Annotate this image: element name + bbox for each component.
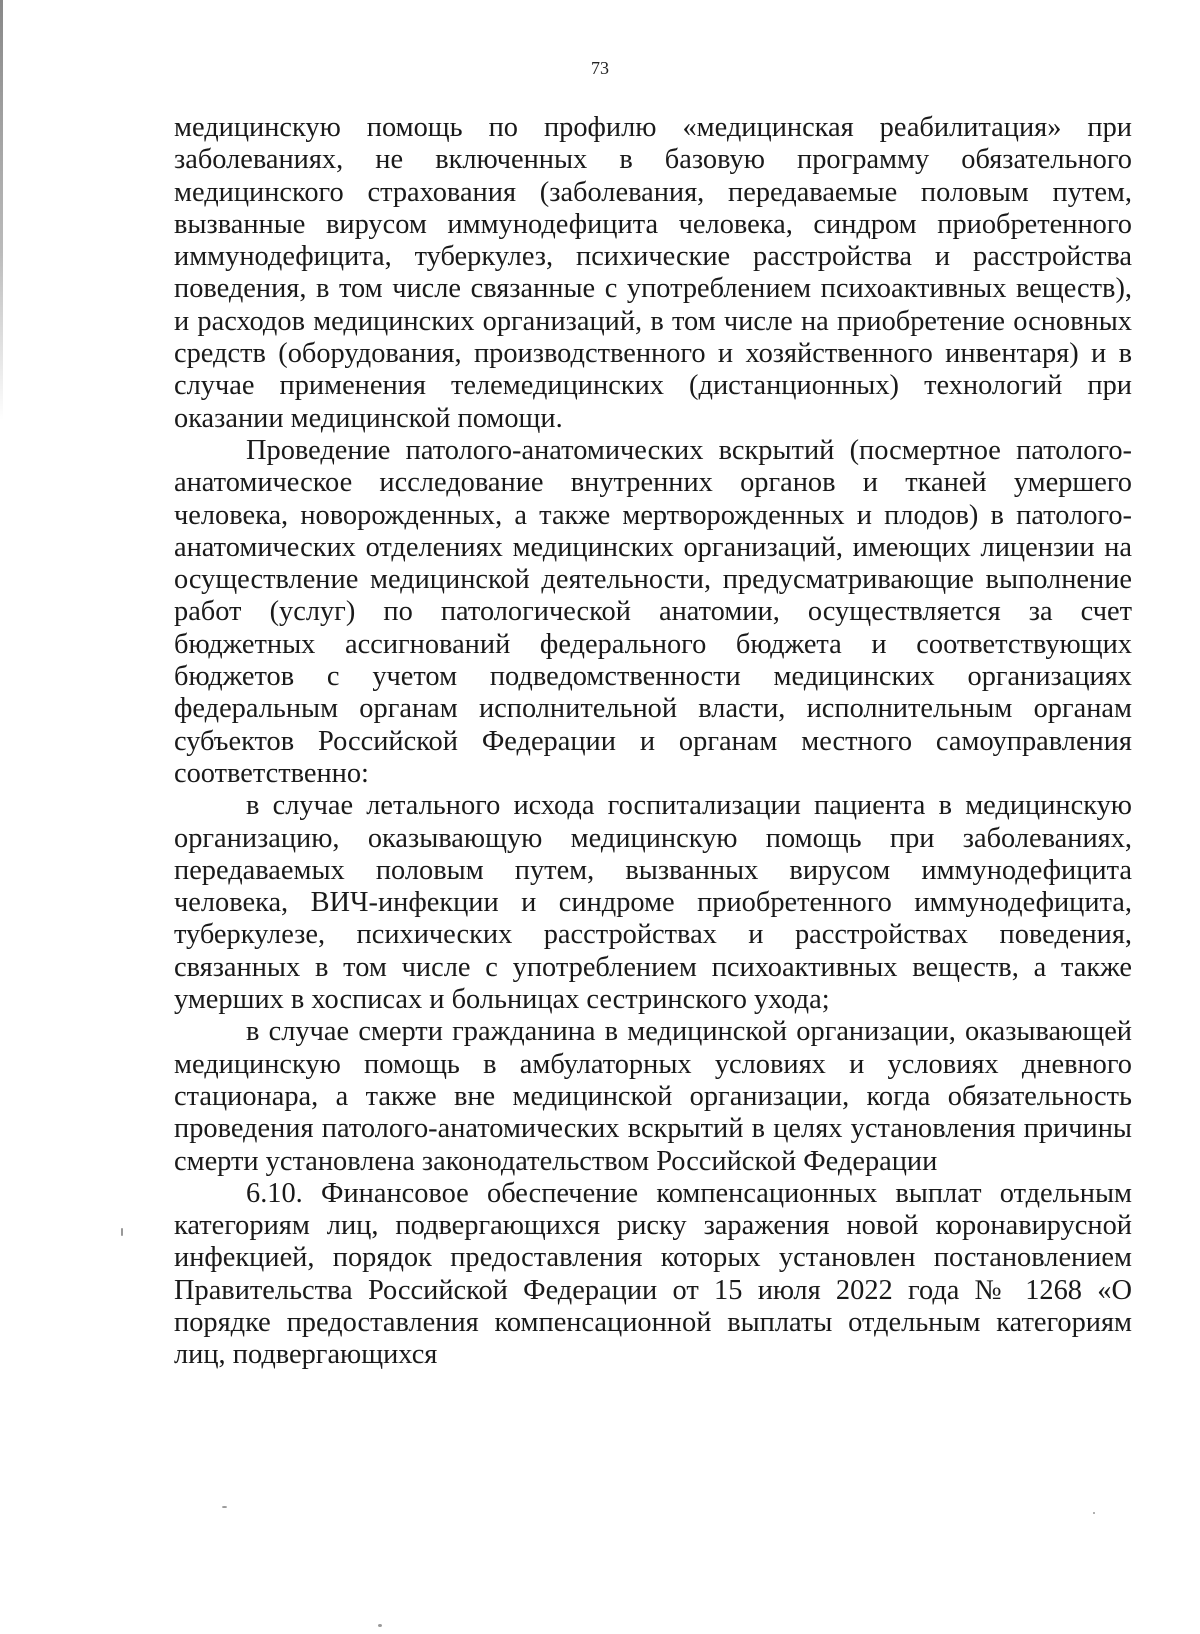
paragraph-continuation: медицинскую помощь по профилю «медицинская реабилитация» при заболеваниях, не включенных в базовую программу обязательного медицинского страхования (заболевания, передаваемые половым путем, вызванные вирусом иммунодефицита человека, синдром приобретенного иммунодефицита, туберкулез, психические расстройства и расстройства поведения, в том числе связанные с употреблением психоактивных веществ), и расходов медицинских организаций, в том числе на приобретение основных средств (оборудования, производственного и хозяйственного инвентаря) и в случае применения телемедицинских (дистанционных) технологий при оказании медицинской помощи. — [174, 112, 1132, 434]
paragraph-death-case: в случае смерти гражданина в медицинской организации, оказывающей медицинскую помощь в амбулаторных условиях и условиях дневного стационара, а также вне медицинской организации, когда обязательность проведения патолого-анатомических вскрытий в целях установления причины смерти установлена законодательством Российской Федерации — [174, 1016, 1132, 1177]
paragraph-section-6-10: 6.10. Финансовое обеспечение компенсационных выплат отдельным категориям лиц, подвергающихся риску заражения новой коронавирусной инфекцией, порядок предоставления которых установлен постановлением Правительства Российской Федерации от 15 июля 2022 года № 1268 «О порядке предоставления компенсационной выплаты отдельным категориям лиц, подвергающихся — [174, 1177, 1132, 1371]
document-body — [174, 112, 1132, 1372]
scan-speck — [378, 1624, 382, 1627]
scan-speck — [121, 1228, 123, 1236]
scan-speck — [222, 1506, 227, 1508]
scan-speck — [1093, 1512, 1095, 1514]
page-number: 73 — [591, 58, 609, 78]
paragraph-autopsy: Проведение патолого-анатомических вскрытий (посмертное патолого-анатомическое исследование внутренних органов и тканей умершего человека, новорожденных, а также мертворожденных и плодов) в патолого-анатомических отделениях медицинских организаций, имеющих лицензии на осуществление медицинской деятельности, предусматривающие выполнение работ (услуг) по патологической анатомии, осуществляется за счет бюджетных ассигнований федерального бюджета и соответствующих бюджетов с учетом подведомственности медицинских организациях федеральным органам исполнительной власти, исполнительным органам субъектов Российской Федерации и органам местного самоуправления соответственно: — [174, 434, 1132, 789]
paragraph-lethal-outcome: в случае летального исхода госпитализации пациента в медицинскую организацию, оказывающую медицинскую помощь при заболеваниях, передаваемых половым путем, вызванных вирусом иммунодефицита человека, ВИЧ-инфекции и синдроме приобретенного иммунодефицита, туберкулезе, психических расстройствах и расстройствах поведения, связанных в том числе с употреблением психоактивных веществ, а также умерших в хосписах и больницах сестринского ухода; — [174, 790, 1132, 1016]
